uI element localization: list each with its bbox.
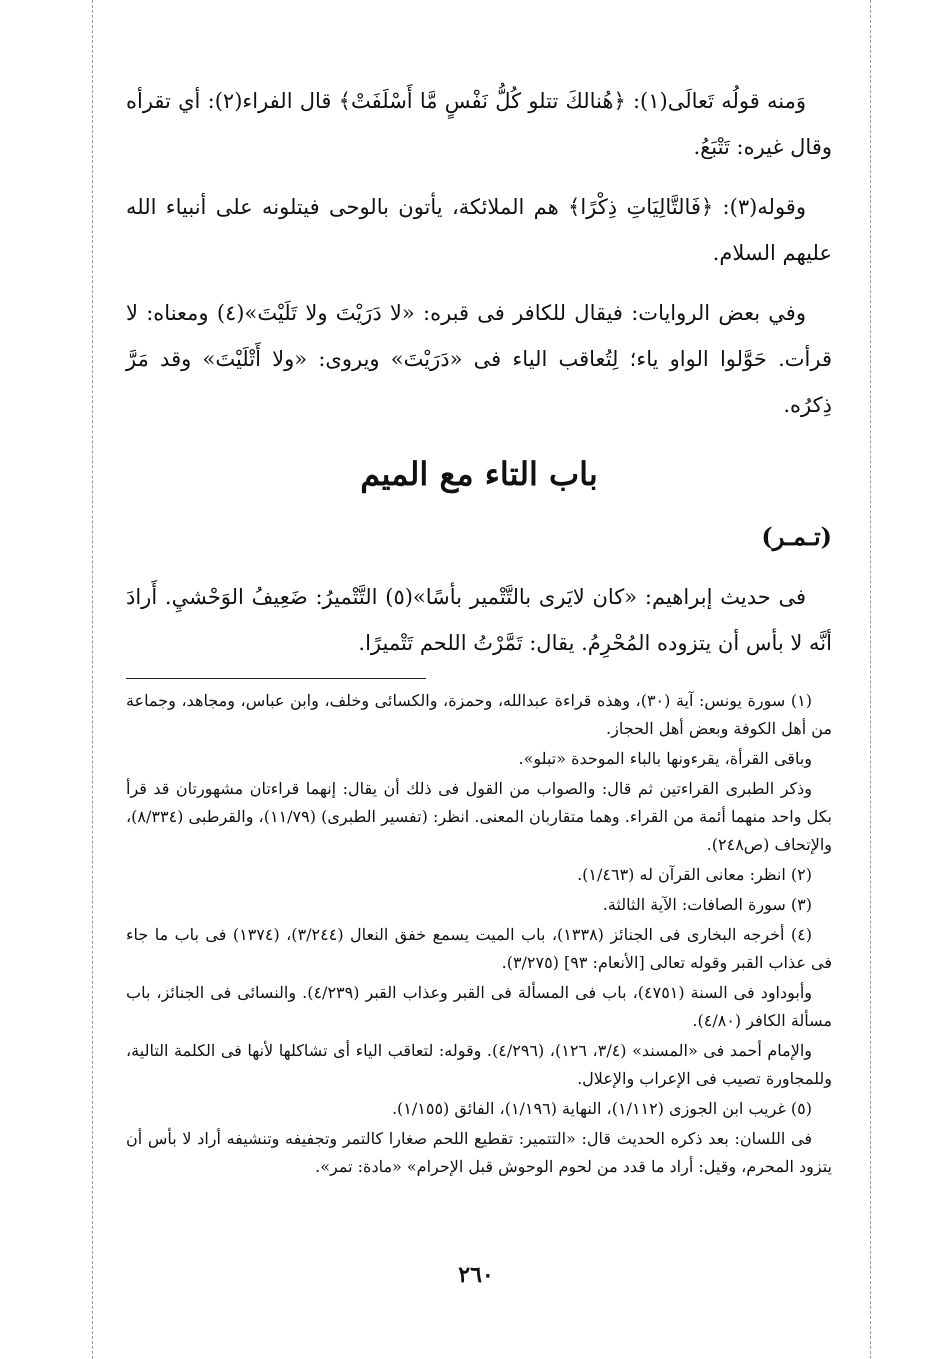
footnote-1-continued: وباقى القرأة، يقرءونها بالباء الموحدة «تبلو». [518,749,812,768]
entry-heading: (تـمـر) [761,522,832,551]
footnote-3: (٣) سورة الصافات: الآية الثالثة. [602,895,812,914]
paragraph-taliyat: وقوله(٣): ﴿فَالتَّالِيَاتِ ذِكْرًا﴾ هم الملائكة، يأتون بالوحى فيتلونه على أنبياء الله عليهم السلام. [126,195,832,265]
page-number: ٢٦٠ [458,1262,494,1288]
footnote-2: (٢) انظر: معانى القرآن له (١/٤٦٣). [577,865,812,884]
footnote-4-ahmad: والإمام أحمد فى «المسند» (٣/٤، ١٢٦)، (٤/٢٩٦). وقوله: لتعاقب الياء أى تشاكلها لأنها فى الكلمة التالية، وللمجاورة تصيب فى الإعراب والإعلال. [126,1041,832,1088]
footnote-5: (٥) غريب ابن الجوزى (١/١١٢)، النهاية (١/١٩٦)، الفائق (١/١٥٥). [391,1099,812,1118]
paragraph-grave-narration: وفي بعض الروايات: فيقال للكافر فى قبره: «لا دَرَيْتَ ولا تَلَيْتَ»(٤) ومعناه: لا قرأت. حَوَّلوا الواو ياء؛ لِتُعاقب الياء فى «دَرَيْتَ» ويروى: «ولا أَتْلَيْتَ» وقد مَرَّ ذِكرُه. [126,301,832,417]
footnote-4-abudawud: وأبوداود فى السنة (٤٧٥١)، باب فى المسألة فى القبر وعذاب القبر (٤/٢٣٩). والنسائى فى الجنائز، باب مسألة الكافر (٤/٨٠). [126,983,832,1030]
footnote-1-tabari: وذكر الطبرى القراءتين ثم قال: والصواب من القول فى ذلك أن يقال: إنهما قراءتان مشهورتان قد قرأ بكل واحد منهما أئمة من القراء. وهما متقاربان المعنى. انظر: (تفسير الطبرى) (١١/٧٩)، والقرطبى (٨/٣٣٤)، والإتحاف (ص٢٤٨). [126,779,833,854]
section-title: باب التاء مع الميم [360,455,598,493]
page-body [126,78,832,1183]
footnote-separator [126,678,426,679]
paragraph-tatmir-hadith: فى حديث إبراهيم: «كان لايَرى بالتَّتْمير بأسًا»(٥) التَّتْميرُ: ضَعِيفُ الوَحْشيِ. أَرادَ أنَّه لا بأس أن يتزوده المُحْرِمُ. يقال: تَمَّرْتُ اللحم تَتْميرًا. [126,585,832,655]
footnote-1: (١) سورة يونس: آية (٣٠)، وهذه قراءة عبدالله، وحمزة، والكسائى وخلف، وابن عباس، ومجاهد، وجماعة من أهل الكوفة وبعض أهل الحجاز. [126,691,832,738]
footnote-4: (٤) أخرجه البخارى فى الجنائز (١٣٣٨)، باب الميت يسمع خفق النعال (٣/٢٤٤)، (١٣٧٤) فى باب ما جاء فى عذاب القبر وقوله تعالى [الأنعام: ٩٣] (٣/٢٧٥). [126,925,832,972]
footnotes [126,687,832,1181]
scan-margin-line-left [92,0,93,1359]
paragraph-tilawah-quran: وَمنه قولُه تَعالَى(١): ﴿هُنالكَ تتلو كُلُّ نَفْسٍ مَّا أَسْلَفَتْ﴾ قال الفراء(٢): أي تقرأه وقال غيره: تَتْبَعُ. [126,89,832,159]
scan-margin-line-right [870,0,871,1359]
footnote-5-lisan: فى اللسان: بعد ذكره الحديث قال: «التتمير: تقطيع اللحم صغارا كالتمر وتجفيفه وتنشيفه أراد لا بأس أن يتزود المحرم، وقيل: أراد ما قدد من لحوم الوحوش قبل الإحرام» «مادة: تمر». [126,1129,832,1176]
